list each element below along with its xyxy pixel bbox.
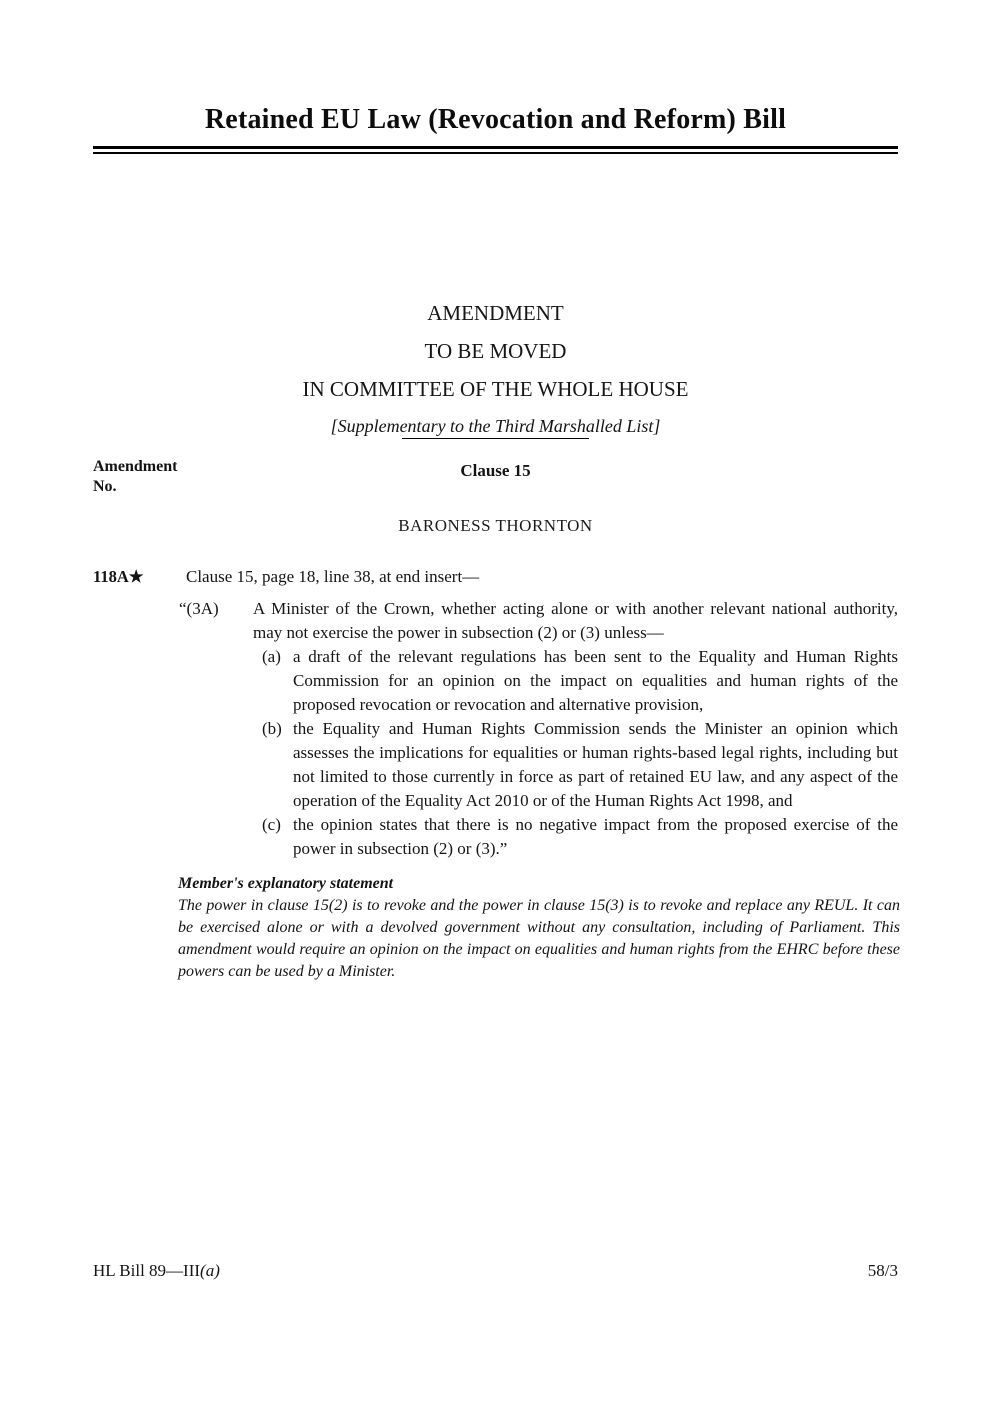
title-double-rule bbox=[93, 146, 898, 154]
page-footer bbox=[93, 1261, 898, 1281]
mover-name: BARONESS THORNTON bbox=[398, 516, 593, 535]
subsection-3a-label: “(3A) bbox=[179, 599, 219, 618]
header-amendment: AMENDMENT bbox=[427, 301, 564, 325]
header-committee: IN COMMITTEE OF THE WHOLE HOUSE bbox=[302, 377, 689, 401]
sub-item-a-text: a draft of the relevant regulations has been sent to the Equality and Human Rights Commission for an opinion on the impact on equalities and human rights of the proposed revocation or revocation and alternative provision, bbox=[293, 647, 898, 714]
subsection-3a-text: A Minister of the Crown, whether acting alone or with another relevant national authority, may not exercise the power in subsection (2) or (3) unless— bbox=[253, 599, 898, 642]
clause-heading: Clause 15 bbox=[460, 461, 531, 480]
explanatory-text: The power in clause 15(2) is to revoke and the power in clause 15(3) is to revoke and replace any REUL. It can be exercised alone or with a devolved government without any consultation, including of Parliament. This amendment would require an opinion on the impact on equalities and human rights from the EHRC before these powers can be used by a Minister. bbox=[178, 897, 900, 980]
amendment-instruction-row bbox=[93, 565, 898, 589]
amendment-no-label: Amendment No. bbox=[93, 458, 178, 496]
amendment-header-block bbox=[0, 301, 991, 439]
sub-item-b-text: the Equality and Human Rights Commission sends the Minister an opinion which assesses the implications for equalities or human rights-based legal rights, including but not limited to those currently in force as part of retained EU law, and any aspect of the operation of the Equality Act 2010 or of the Human Rights Act 1998, and bbox=[293, 719, 898, 810]
sub-item-c-text: the opinion states that there is no negative impact from the proposed exercise of the power in subsection (2) or (3).” bbox=[293, 815, 898, 858]
explanatory-heading: Member's explanatory statement bbox=[178, 875, 394, 892]
explanatory-statement bbox=[178, 873, 900, 983]
sub-item-a-label: (a) bbox=[262, 647, 281, 666]
sub-item-a bbox=[262, 645, 898, 717]
clause-row bbox=[93, 457, 898, 496]
header-marshalled-note: [Supplementary to the Third Marshalled List] bbox=[330, 416, 661, 436]
sub-item-c-label: (c) bbox=[262, 815, 281, 834]
bill-reference-suffix: (a) bbox=[200, 1261, 220, 1280]
header-to-be-moved: TO BE MOVED bbox=[424, 339, 567, 363]
bill-reference-main: HL Bill 89—III bbox=[93, 1261, 201, 1280]
amendment-instruction: Clause 15, page 18, line 38, at end insert— bbox=[186, 567, 480, 586]
subsection-3a bbox=[179, 597, 898, 645]
amendment-number: 118A★ bbox=[93, 567, 144, 586]
sub-item-c bbox=[262, 813, 898, 861]
amendment-body bbox=[93, 565, 898, 983]
sub-item-b bbox=[262, 717, 898, 813]
sub-item-b-label: (b) bbox=[262, 719, 282, 738]
bill-reference bbox=[93, 1261, 220, 1281]
bill-title: Retained EU Law (Revocation and Reform) Bill bbox=[204, 104, 787, 135]
sheet-reference: 58/3 bbox=[867, 1261, 898, 1280]
